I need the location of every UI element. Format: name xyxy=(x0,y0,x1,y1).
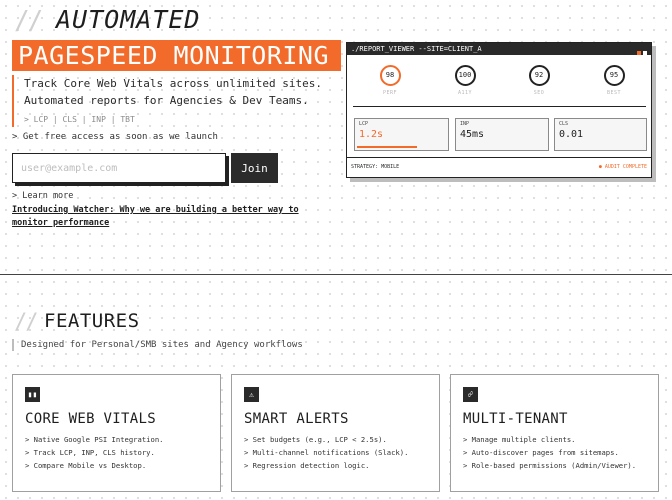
feature-card-multi-tenant xyxy=(450,374,659,492)
bell-icon: ⚠ xyxy=(244,387,259,402)
list-item: > Native Google PSI Integration. xyxy=(25,435,164,444)
viewer-footer xyxy=(347,157,651,177)
hero-title-line1: AUTOMATED xyxy=(56,5,201,34)
gauge-ring: 95 xyxy=(604,65,625,86)
features-slash-decoration: // xyxy=(14,310,37,335)
article-link[interactable]: Introducing Watcher: Why we are building a better way to monitor performance xyxy=(12,205,299,228)
audit-status: ● AUDIT COMPLETE xyxy=(598,164,647,170)
window-dot-icon[interactable] xyxy=(637,51,641,55)
list-item: > Track LCP, INP, CLS history. xyxy=(25,448,155,457)
feature-card-title: CORE WEB VITALS xyxy=(25,411,156,427)
gauge-label: A11Y xyxy=(457,90,473,96)
metric-label: CLS xyxy=(559,121,569,127)
feature-card-title: SMART ALERTS xyxy=(244,411,349,427)
gauge-a11y xyxy=(450,65,480,96)
features-title: FEATURES xyxy=(44,310,140,332)
gauge-ring: 98 xyxy=(380,65,401,86)
metric-label: LCP xyxy=(359,121,369,127)
feature-card-title: MULTI-TENANT xyxy=(463,411,568,427)
metric-lcp xyxy=(354,118,449,151)
join-button[interactable]: Join xyxy=(231,153,278,183)
viewer-titlebar xyxy=(347,43,651,55)
viewer-title: ./REPORT_VIEWER --SITE=CLIENT_A xyxy=(351,45,482,53)
metric-value: 45ms xyxy=(460,129,485,140)
list-item: > Set budgets (e.g., LCP < 2.5s). xyxy=(244,435,387,444)
gauge-perf xyxy=(375,65,405,96)
hero-description xyxy=(12,75,323,127)
viewer-divider xyxy=(353,106,646,107)
email-input[interactable] xyxy=(12,153,226,183)
users-icon: ☍ xyxy=(463,387,478,402)
hero-slash-decoration: // xyxy=(14,6,42,36)
metric-inp xyxy=(455,118,549,151)
list-item: > Regression detection logic. xyxy=(244,461,370,470)
feature-list xyxy=(25,433,163,472)
feature-list xyxy=(244,433,408,472)
list-item: > Manage multiple clients. xyxy=(463,435,576,444)
gauge-best xyxy=(599,65,629,96)
window-dot-icon[interactable] xyxy=(643,51,647,55)
metric-value: 1.2s xyxy=(359,129,384,140)
hero-desc-line1: Track Core Web Vitals across unlimited sites. xyxy=(24,77,323,90)
access-note: > Get free access as soon as we launch xyxy=(12,132,218,142)
feature-card-core-web-vitals xyxy=(12,374,221,492)
list-item: > Auto-discover pages from sitemaps. xyxy=(463,448,619,457)
list-item: > Compare Mobile vs Desktop. xyxy=(25,461,147,470)
metric-label: INP xyxy=(460,121,470,127)
section-divider xyxy=(0,274,672,275)
gauge-label: SEO xyxy=(533,90,545,96)
gauge-label: BEST xyxy=(606,90,622,96)
window-controls xyxy=(635,47,647,59)
metric-tags: > LCP | CLS | INP | TBT xyxy=(24,115,135,124)
hero-desc-line2: Automated reports for Agencies & Dev Teams. xyxy=(24,94,309,107)
metric-value: 0.01 xyxy=(559,129,584,140)
gauge-label: PERF xyxy=(382,90,398,96)
strategy-label: STRATEGY: MOBILE xyxy=(351,164,400,170)
gauge-ring: 92 xyxy=(529,65,550,86)
gauge-ring: 100 xyxy=(455,65,476,86)
feature-list xyxy=(463,433,636,472)
report-viewer-window xyxy=(346,42,652,178)
bar-chart-icon: ▮▮ xyxy=(25,387,40,402)
features-subtitle: Designed for Personal/SMB sites and Agency workflows xyxy=(12,339,303,351)
gauge-seo xyxy=(524,65,554,96)
metric-cls xyxy=(554,118,647,151)
learn-more-label: > Learn more xyxy=(12,191,74,201)
list-item: > Role-based permissions (Admin/Viewer). xyxy=(463,461,637,470)
metric-progress-bar xyxy=(357,146,417,148)
hero-title-banner: PAGESPEED MONITORING xyxy=(12,40,341,71)
feature-card-smart-alerts xyxy=(231,374,440,492)
list-item: > Multi-channel notifications (Slack). xyxy=(244,448,409,457)
